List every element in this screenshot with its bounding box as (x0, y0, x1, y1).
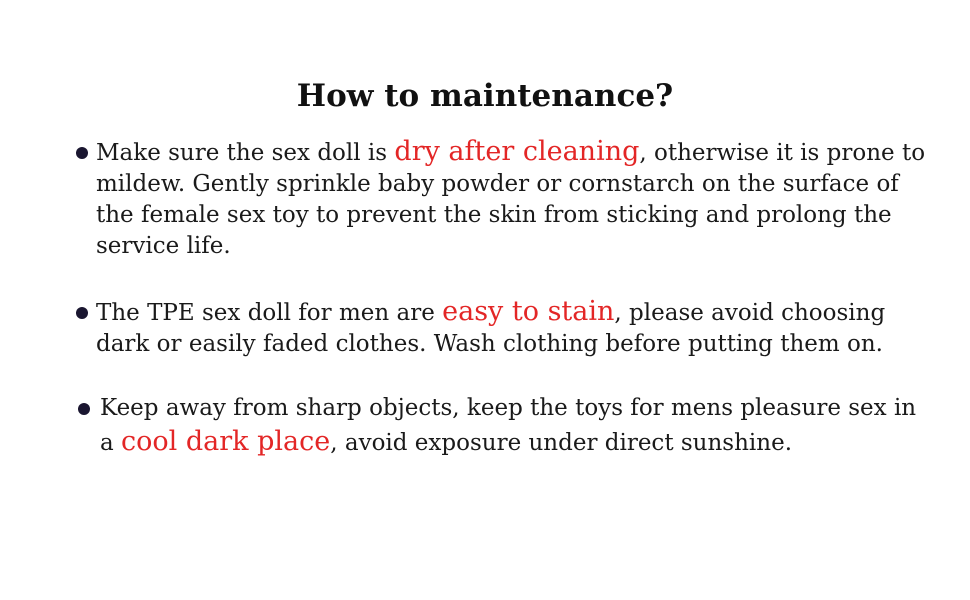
item-text: The TPE sex doll for men are (96, 300, 443, 326)
item-text: , please avoid choosing dark or easily faded clothes. Wash clothing before putting them on. (96, 300, 886, 357)
item-text: Make sure the sex doll is (96, 140, 395, 166)
bullet-icon (76, 147, 88, 159)
item-highlight: easy to stain (442, 296, 615, 327)
bullet-icon (76, 307, 88, 319)
bullet-icon (78, 403, 90, 415)
list-item (96, 296, 926, 360)
item-text: , avoid exposure under direct sunshine. (330, 430, 793, 456)
item-text: Keep away from sharp objects, keep the toys for mens pleasure sex in a (100, 395, 917, 456)
list-item (100, 392, 930, 460)
list-item (96, 136, 926, 262)
item-highlight: cool dark place (121, 426, 331, 457)
item-text: , otherwise it is prone to mildew. Gently sprinkle baby powder or cornstarch on the surface of the female sex toy to prevent the skin from sticking and prolong the service life. (96, 140, 926, 259)
item-highlight: dry after cleaning (394, 136, 640, 167)
page-title: How to maintenance? (296, 78, 674, 114)
